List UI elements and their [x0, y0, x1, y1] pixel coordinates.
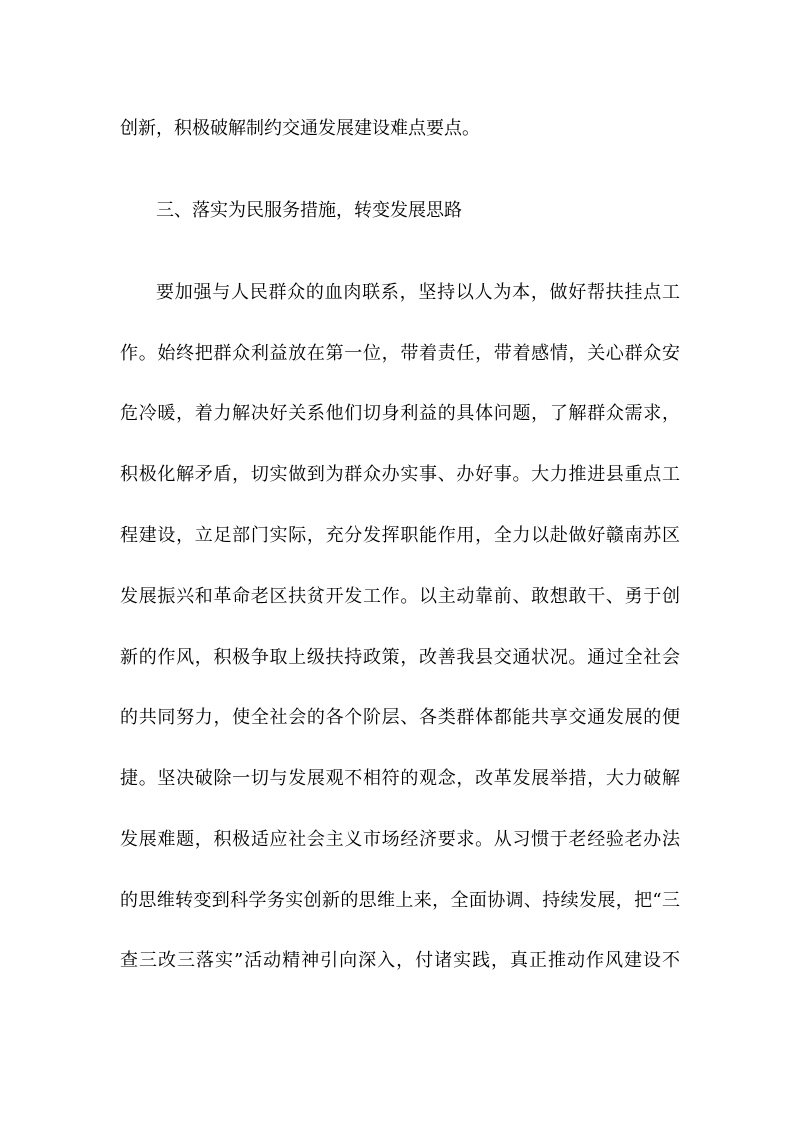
- paragraph-line: 发展振兴和革命老区扶贫开发工作。以主动靠前、敢想敢干、勇于创: [120, 586, 680, 607]
- paragraph-line: 的共同努力，使全社会的各个阶层、各类群体都能共享交通发展的便: [120, 707, 680, 728]
- paragraph-line: 积极化解矛盾，切实做到为群众办实事、办好事。大力推进县重点工: [120, 464, 680, 485]
- paragraph-line: 的思维转变到科学务实创新的思维上来，全面协调、持续发展，把“三: [120, 890, 680, 911]
- paragraph-line: 新的作风，积极争取上级扶持政策，改善我县交通状况。通过全社会: [120, 647, 680, 668]
- paragraph-line: 程建设，立足部门实际，充分发挥职能作用，全力以赴做好赣南苏区: [120, 525, 680, 546]
- paragraph-line: 捷。坚决破除一切与发展观不相符的观念，改革发展举措，大力破解: [120, 768, 680, 789]
- paragraph-line: 创新，积极破解制约交通发展建设难点要点。: [120, 118, 480, 139]
- paragraph-line: 要加强与人民群众的血肉联系，坚持以人为本，做好帮扶挂点工: [156, 282, 680, 303]
- paragraph-line: 发展难题，积极适应社会主义市场经济要求。从习惯于老经验老办法: [120, 829, 680, 850]
- section-heading: 三、落实为民服务措施，转变发展思路: [156, 200, 462, 221]
- paragraph-line: 危冷暖，着力解决好关系他们切身利益的具体问题，了解群众需求，: [120, 403, 680, 424]
- paragraph-line: 查三改三落实”活动精神引向深入，付诸实践，真正推动作风建设不: [120, 950, 680, 971]
- paragraph-line: 作。始终把群众利益放在第一位，带着责任，带着感情，关心群众安: [120, 343, 680, 364]
